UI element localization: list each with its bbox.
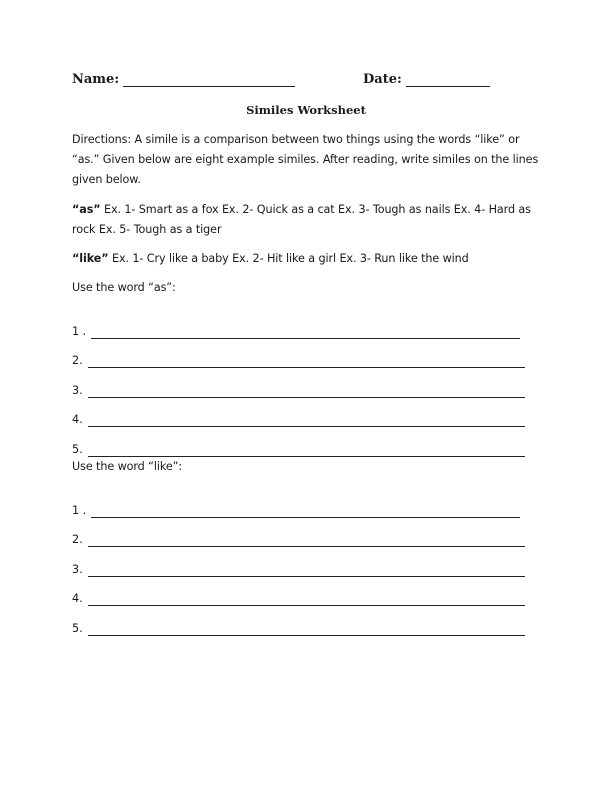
like-examples-text: Ex. 1- Cry like a baby Ex. 2- Hit like a girl Ex. 3- Run like the wind	[108, 252, 469, 265]
as-answer-list	[72, 309, 532, 457]
list-item	[72, 547, 532, 577]
answer-number: 5.	[72, 442, 83, 456]
answer-line[interactable]	[88, 533, 525, 547]
list-item	[72, 518, 532, 548]
like-examples	[72, 249, 542, 269]
directions-text: Directions: A simile is a comparison between two things using the words “like” or “as.” Given below are eight example similes. After reading, write similes on the lines given below.	[72, 133, 539, 186]
like-section-prompt: Use the word “like”:	[72, 460, 182, 473]
list-item	[72, 309, 532, 339]
like-keyword: “like”	[72, 252, 109, 265]
list-item	[72, 339, 532, 369]
answer-number: 3.	[72, 562, 83, 576]
as-examples-text: Ex. 1- Smart as a fox Ex. 2- Quick as a cat Ex. 3- Tough as nails Ex. 4- Hard as rock Ex. 5- Tough as a tiger	[72, 203, 531, 236]
answer-line[interactable]	[88, 443, 525, 457]
list-item	[72, 577, 532, 607]
as-keyword: “as”	[72, 203, 101, 216]
like-answer-list	[72, 488, 532, 636]
name-field	[72, 72, 295, 87]
name-label: Name:	[72, 72, 120, 87]
as-examples	[72, 200, 542, 240]
answer-number: 1 .	[72, 324, 87, 338]
list-item	[72, 427, 532, 457]
worksheet-title: Similes Worksheet	[246, 103, 366, 117]
list-item	[72, 398, 532, 428]
list-item	[72, 368, 532, 398]
answer-line[interactable]	[91, 325, 520, 339]
answer-line[interactable]	[88, 592, 525, 606]
date-label: Date:	[363, 72, 402, 87]
date-line[interactable]	[406, 72, 490, 87]
date-field	[363, 72, 490, 87]
answer-line[interactable]	[88, 563, 525, 577]
answer-line[interactable]	[88, 354, 525, 368]
header-row	[72, 72, 542, 92]
answer-number: 5.	[72, 621, 83, 635]
answer-number: 2.	[72, 533, 83, 547]
answer-number: 1 .	[72, 503, 87, 517]
answer-number: 3.	[72, 383, 83, 397]
answer-number: 4.	[72, 413, 83, 427]
name-line[interactable]	[123, 72, 295, 87]
answer-line[interactable]	[88, 413, 525, 427]
list-item	[72, 488, 532, 518]
answer-line[interactable]	[88, 622, 525, 636]
answer-number: 4.	[72, 592, 83, 606]
answer-number: 2.	[72, 354, 83, 368]
answer-line[interactable]	[88, 384, 525, 398]
list-item	[72, 606, 532, 636]
as-section-prompt: Use the word “as”:	[72, 281, 176, 294]
answer-line[interactable]	[91, 504, 520, 518]
